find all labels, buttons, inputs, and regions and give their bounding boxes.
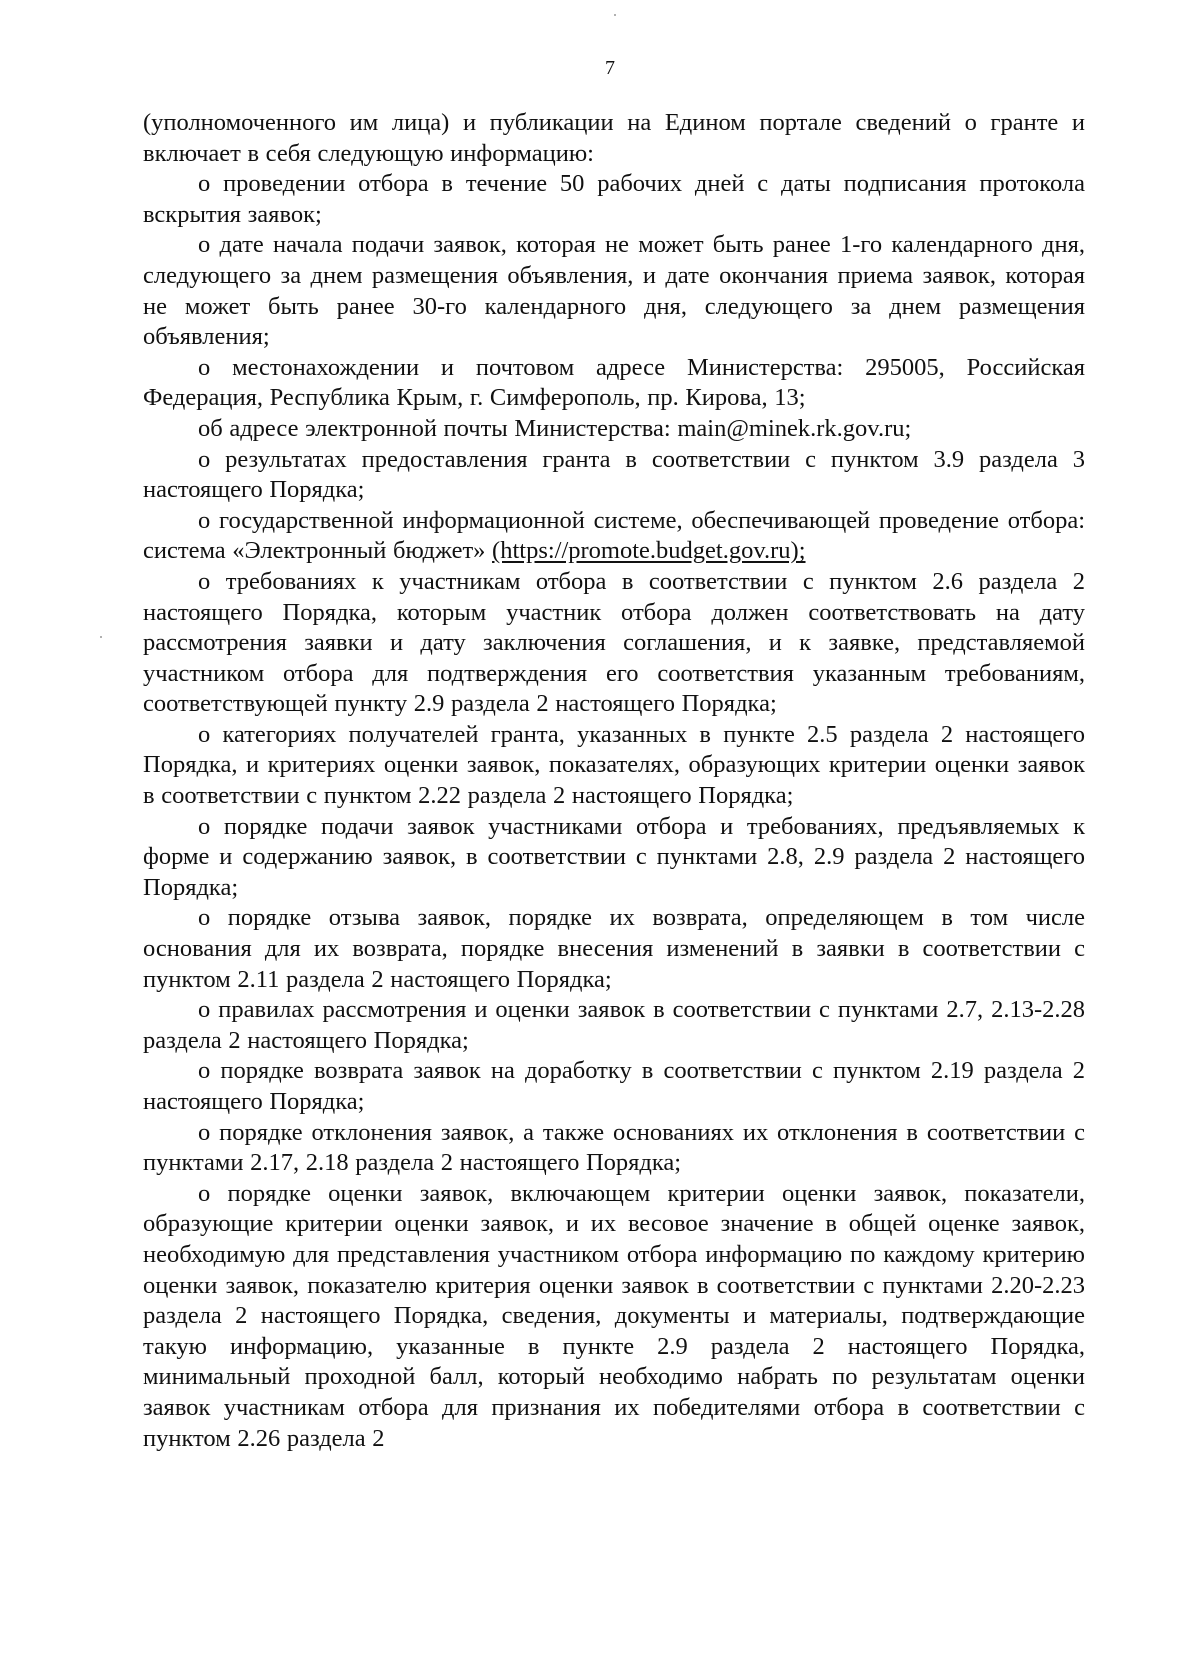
scan-speck: [614, 14, 616, 16]
paragraph-submission-procedure: о порядке подачи заявок участниками отбора и требованиях, предъявляемых к форме и содержанию заявок, в соответствии с пунктами 2.8, 2.9 раздела 2 настоящего Порядка;: [143, 812, 1085, 901]
paragraph-intro: (уполномоченного им лица) и публикации на Едином портале сведений о гранте и включает в себя следующую информацию:: [143, 109, 1085, 167]
paragraph-participant-requirements: о требованиях к участникам отбора в соответствии с пунктом 2.6 раздела 2 настоящего Порядка, которым участник отбора должен соответствовать на дату рассмотрения заявки и дату заключения соглашения, и к заявке, представляемой участником отбора для подтверждения его соответствия указанным требованиям, соответствующей пункту 2.9 раздела 2 настоящего Порядка;: [143, 567, 1085, 718]
paragraph-evaluation-procedure: о порядке оценки заявок, включающем критерии оценки заявок, показатели, образующие критерии оценки заявок, и их весовое значение в общей оценке заявок, необходимую для представления участником отбора информацию по каждому критерию оценки заявок, показателю критерия оценки заявок в соответствии с пунктами 2.20-2.23 раздела 2 настоящего Порядка, сведения, документы и материалы, подтверждающие такую информацию, указанные в пункте 2.9 раздела 2 настоящего Порядка, минимальный проходной балл, который необходимо набрать по результатам оценки заявок участникам отбора для признания их победителями отбора в соответствии с пунктом 2.26 раздела 2: [143, 1179, 1085, 1452]
paragraph-grant-results: о результатах предоставления гранта в соответствии с пунктом 3.9 раздела 3 настоящего Порядка;: [143, 445, 1085, 504]
paragraph-ministry-address: о местонахождении и почтовом адресе Министерства: 295005, Российская Федерация, Республика Крым, г. Симферополь, пр. Кирова, 13;: [143, 353, 1085, 412]
information-system-text: о государственной информационной системе, обеспечивающей проведение отбора: система «Электронный бюджет»: [143, 506, 1085, 565]
paragraph-application-dates: о дате начала подачи заявок, которая не может быть ранее 1-го календарного дня, следующего за днем размещения объявления, и дате окончания приема заявок, которая не может быть ранее 30-го календарного дня, следующего за днем размещения объявления;: [143, 231, 1085, 351]
paragraph-revision-procedure: о порядке возврата заявок на доработку в соответствии с пунктом 2.19 раздела 2 настоящего Порядка;: [143, 1057, 1085, 1115]
scan-speck: [100, 636, 102, 638]
paragraph-selection-period: о проведении отбора в течение 50 рабочих дней с даты подписания протокола вскрытия заявок;: [143, 170, 1085, 228]
paragraph-ministry-email: об адресе электронной почты Министерства: main@minek.rk.gov.ru;: [198, 414, 912, 442]
paragraph-withdrawal-procedure: о порядке отзыва заявок, порядке их возврата, определяющем в том числе основания для их возврата, порядке внесения изменений в заявки в соответствии с пунктом 2.11 раздела 2 настоящего Порядка;: [143, 904, 1085, 993]
document-body: [143, 108, 1085, 1454]
paragraph-review-rules: о правилах рассмотрения и оценки заявок в соответствии с пунктами 2.7, 2.13-2.28 раздела 2 настоящего Порядка;: [143, 996, 1085, 1054]
budget-portal-link[interactable]: (https://promote.budget.gov.ru);: [492, 537, 806, 565]
paragraph-information-system: [143, 506, 1085, 567]
paragraph-recipient-categories: о категориях получателей гранта, указанных в пункте 2.5 раздела 2 настоящего Порядка, и критериях оценки заявок, показателях, образующих критерии оценки заявок в соответствии с пунктом 2.22 раздела 2 настоящего Порядка;: [143, 720, 1085, 810]
paragraph-rejection-procedure: о порядке отклонения заявок, а также основаниях их отклонения в соответствии с пунктами 2.17, 2.18 раздела 2 настоящего Порядка;: [143, 1118, 1085, 1177]
page-number: 7: [605, 57, 615, 79]
